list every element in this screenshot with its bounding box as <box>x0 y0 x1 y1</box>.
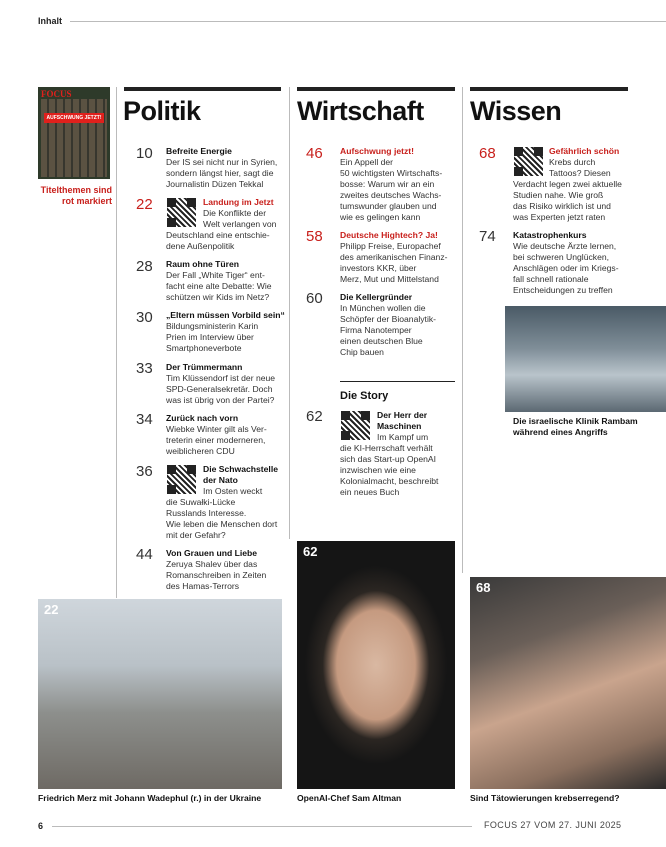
wirtschaft-title: Wirtschaft <box>297 96 424 126</box>
entry-title: Der Trümmermann <box>166 362 243 372</box>
politik-title: Politik <box>123 96 201 126</box>
photo-page-number: 22 <box>44 602 59 617</box>
entry-title: Von Grauen und Liebe <box>166 548 258 558</box>
entry-page: 34 <box>136 411 153 428</box>
altman-photo[interactable] <box>297 541 455 789</box>
entry-text: Zeruya Shalev über das Romanschreiben in Zeiten des Hamas-Terrors <box>166 559 267 591</box>
section-label: Inhalt <box>38 16 62 26</box>
merz-photo[interactable] <box>38 599 282 789</box>
klinik-photo[interactable] <box>505 306 666 412</box>
entry-text: Die Konflikte der Welt verlangen von <box>203 208 277 229</box>
footer-rule <box>52 826 472 827</box>
magazine-cover-thumbnail[interactable] <box>38 87 110 179</box>
entry-text: Bildungsministerin Karin Prien im Interview über Smartphoneverbote <box>166 321 259 353</box>
header-rule <box>70 21 666 22</box>
entry-text: Philipp Freise, Europachef des amerikanischen Finanz- investors KKR, über Merz, Mut und Mittelstand <box>340 241 448 284</box>
tattoo-photo[interactable] <box>470 577 666 789</box>
photo-page-number: 68 <box>476 580 491 595</box>
entry-page: 36 <box>136 463 153 480</box>
entry-page: 46 <box>306 145 323 162</box>
entry-page: 33 <box>136 360 153 377</box>
wissen-header-bar <box>470 87 628 91</box>
entry-title: Gefährlich schön <box>549 146 620 156</box>
entry-text: Der IS sei nicht nur in Syrien, sondern längst hier, sagt die Journalistin Düzen Tekkal <box>166 157 278 189</box>
entry-title: Der Herr der Maschinen <box>377 410 428 431</box>
cover-note: Titelthemen sind rot markiert <box>40 185 112 206</box>
cover-faces-image <box>41 99 107 177</box>
entry-title: Befreite Energie <box>166 146 232 156</box>
entry-title: Zurück nach vorn <box>166 413 239 423</box>
entry-text: die Suwałki-Lücke Russlands Interesse. Wie leben die Menschen dort mit der Gefahr? <box>166 497 278 540</box>
entry-title: Katastrophenkurs <box>513 230 587 240</box>
tattoo-caption: Sind Tätowierungen krebserregend? <box>470 793 620 803</box>
entry-text: Deutschland eine entschie- dene Außenpolitik <box>166 230 270 251</box>
cover-banner: AUFSCHWUNG JETZT! <box>44 113 104 123</box>
entry-page: 44 <box>136 546 153 563</box>
entry-page: 28 <box>136 258 153 275</box>
page-number: 6 <box>38 821 44 831</box>
politik-header-bar <box>124 87 281 91</box>
entry-page: 22 <box>136 196 153 213</box>
entry-page: 58 <box>306 228 323 245</box>
entry-title: Die Schwachstelle der Nato <box>203 464 278 485</box>
qr-code-icon[interactable] <box>340 410 371 441</box>
cover-logo: FOCUS <box>41 89 72 99</box>
story-heading: Die Story <box>340 390 389 402</box>
entry-text: Verdacht legen zwei aktuelle Studien nahe. Wie groß das Risiko wirklich ist und was Experten jetzt raten <box>513 179 622 222</box>
qr-code-icon[interactable] <box>513 146 544 177</box>
entry-title: „Eltern müssen Vorbild sein“ <box>166 310 285 320</box>
entry-title: Die Kellergründer <box>340 292 413 302</box>
entry-title: Aufschwung jetzt! <box>340 146 414 156</box>
wissen-title: Wissen <box>470 96 562 126</box>
entry-title: Raum ohne Türen <box>166 259 240 269</box>
entry-text: die KI-Herrschaft verhält sich das Start-up OpenAI inzwischen wie eine Kolonialmacht, beschreibt ein neues Buch <box>340 443 439 497</box>
entry-text: Der Fall „White Tiger“ ent- facht eine alte Debatte: Wie schützen wir Kids im Netz? <box>166 270 272 302</box>
entry-title: Deutsche Hightech? Ja! <box>340 230 438 240</box>
entry-text: In München wollen die Schöpfer der Bioanalytik- Firma Nanotemper einen deutschen Blue Chip bauen <box>340 303 437 357</box>
entry-text: Wie deutsche Ärzte lernen, bei schweren Unglücken, Anschlägen oder im Kriegs- fall schnell rationale Entscheidungen zu treffen <box>513 241 619 295</box>
entry-page: 68 <box>479 145 496 162</box>
qr-code-icon[interactable] <box>166 464 197 495</box>
entry-title: Landung im Jetzt <box>203 197 274 207</box>
merz-caption: Friedrich Merz mit Johann Wadephul (r.) in der Ukraine <box>38 793 262 803</box>
entry-text: Im Osten weckt <box>203 486 263 496</box>
klinik-caption: Die israelische Klinik Rambam während eines Angriffs <box>513 416 638 437</box>
entry-page: 74 <box>479 228 496 245</box>
entry-page: 30 <box>136 309 153 326</box>
entry-text: Wiebke Winter gilt als Ver- treterin einer moderneren, weiblicheren CDU <box>166 424 267 456</box>
entry-text: Ein Appell der 50 wichtigsten Wirtschafts- bosse: Warum wir an ein zweites deutsches Wachs- tumswunder glauben und wie es gelingen kann <box>340 157 443 222</box>
column-divider <box>289 87 290 539</box>
qr-code-icon[interactable] <box>166 197 197 228</box>
entry-text: Im Kampf um <box>377 432 429 442</box>
issue-info: FOCUS 27 VOM 27. JUNI 2025 <box>484 820 622 830</box>
entry-text: Krebs durch Tattoos? Diesen <box>549 157 611 178</box>
altman-caption: OpenAI-Chef Sam Altman <box>297 793 402 803</box>
story-rule <box>340 381 455 382</box>
column-divider <box>116 87 117 598</box>
entry-page: 62 <box>306 408 323 425</box>
entry-page: 10 <box>136 145 153 162</box>
wirtschaft-header-bar <box>297 87 455 91</box>
entry-page: 60 <box>306 290 323 307</box>
entry-text: Tim Klüssendorf ist der neue SPD-Generalsekretär. Doch was ist übrig von der Partei? <box>166 373 276 405</box>
photo-page-number: 62 <box>303 544 318 559</box>
column-divider <box>462 87 463 573</box>
